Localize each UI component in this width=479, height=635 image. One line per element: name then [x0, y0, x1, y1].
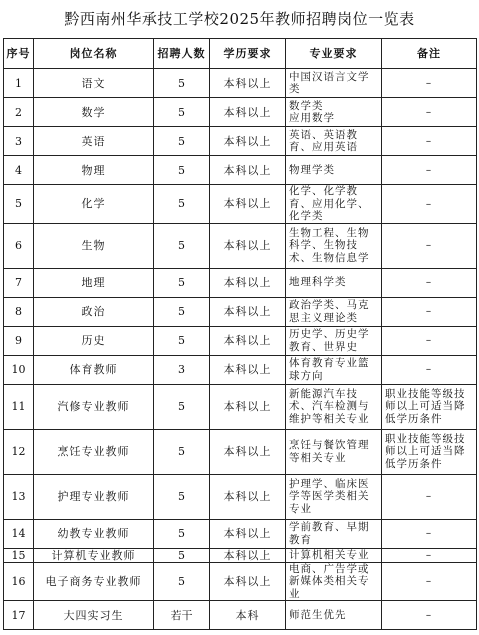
cell-position: 护理专业教师: [34, 474, 154, 519]
cell-major: 英语、英语教育、应用英语: [286, 127, 382, 156]
header-note: 备注: [382, 39, 477, 69]
cell-count: 5: [154, 326, 210, 355]
cell-count: 5: [154, 474, 210, 519]
table-row: [4, 127, 477, 156]
table-row: [4, 429, 477, 474]
cell-education: 本科以上: [210, 548, 286, 562]
cell-count: 5: [154, 268, 210, 297]
cell-count: 5: [154, 185, 210, 224]
cell-major: 师范生优先: [286, 601, 382, 630]
table-row: [4, 474, 477, 519]
header-no: 序号: [4, 39, 34, 69]
cell-count: 5: [154, 548, 210, 562]
table-row: [4, 69, 477, 98]
cell-no: 12: [4, 429, 34, 474]
page-title: 黔西南州华承技工学校2025年教师招聘岗位一览表: [64, 10, 415, 28]
header-count: 招聘人数: [154, 39, 210, 69]
cell-major: 数学类 应用数学: [286, 98, 382, 127]
cell-major: 政治学类、马克思主义理论类: [286, 297, 382, 326]
cell-position: 英语: [34, 127, 154, 156]
cell-major: 学前教育、早期教育: [286, 519, 382, 548]
cell-note: –: [382, 297, 477, 326]
cell-count: 5: [154, 384, 210, 429]
cell-note: 职业技能等级技师以上可适当降低学历条件: [382, 429, 477, 474]
cell-note: –: [382, 474, 477, 519]
cell-note: –: [382, 601, 477, 630]
table-row: [4, 98, 477, 127]
cell-major: 新能源汽车技术、汽车检测与维护等相关专业: [286, 384, 382, 429]
cell-position: 生物: [34, 223, 154, 268]
cell-note: –: [382, 98, 477, 127]
cell-position: 体育教师: [34, 355, 154, 384]
cell-count: 5: [154, 223, 210, 268]
cell-education: 本科以上: [210, 98, 286, 127]
cell-major: 计算机相关专业: [286, 548, 382, 562]
cell-major: 历史学、历史学教育、世界史: [286, 326, 382, 355]
cell-note: –: [382, 268, 477, 297]
header-row: [4, 39, 477, 69]
cell-note: –: [382, 156, 477, 185]
cell-position: 历史: [34, 326, 154, 355]
cell-no: 16: [4, 562, 34, 601]
cell-note: –: [382, 127, 477, 156]
cell-no: 17: [4, 601, 34, 630]
cell-position: 地理: [34, 268, 154, 297]
table-row: [4, 355, 477, 384]
cell-position: 化学: [34, 185, 154, 224]
cell-education: 本科以上: [210, 69, 286, 98]
cell-no: 3: [4, 127, 34, 156]
cell-education: 本科以上: [210, 297, 286, 326]
recruitment-table: [3, 38, 477, 630]
cell-position: 计算机专业教师: [34, 548, 154, 562]
cell-major: 化学、化学教育、应用化学、化学类: [286, 185, 382, 224]
cell-note: –: [382, 562, 477, 601]
cell-no: 7: [4, 268, 34, 297]
cell-no: 6: [4, 223, 34, 268]
table-row: [4, 384, 477, 429]
cell-note: –: [382, 548, 477, 562]
cell-education: 本科以上: [210, 384, 286, 429]
table-row: [4, 326, 477, 355]
cell-note: –: [382, 326, 477, 355]
cell-count: 5: [154, 297, 210, 326]
header-education: 学历要求: [210, 39, 286, 69]
cell-no: 11: [4, 384, 34, 429]
cell-education: 本科以上: [210, 268, 286, 297]
cell-position: 汽修专业教师: [34, 384, 154, 429]
header-position: 岗位名称: [34, 39, 154, 69]
cell-major: 电商、广告学或新媒体类相关专业: [286, 562, 382, 601]
cell-note: –: [382, 69, 477, 98]
cell-no: 8: [4, 297, 34, 326]
cell-education: 本科以上: [210, 474, 286, 519]
cell-education: 本科以上: [210, 127, 286, 156]
table-row: [4, 548, 477, 562]
cell-education: 本科: [210, 601, 286, 630]
table-row: [4, 268, 477, 297]
cell-note: –: [382, 355, 477, 384]
table-row: [4, 223, 477, 268]
cell-no: 15: [4, 548, 34, 562]
cell-no: 14: [4, 519, 34, 548]
cell-major: 物理学类: [286, 156, 382, 185]
cell-count: 5: [154, 519, 210, 548]
cell-no: 2: [4, 98, 34, 127]
cell-position: 电子商务专业教师: [34, 562, 154, 601]
cell-education: 本科以上: [210, 355, 286, 384]
table-row: [4, 185, 477, 224]
cell-count: 若干: [154, 601, 210, 630]
cell-count: 5: [154, 98, 210, 127]
header-major: 专业要求: [286, 39, 382, 69]
cell-position: 数学: [34, 98, 154, 127]
cell-no: 4: [4, 156, 34, 185]
cell-position: 大四实习生: [34, 601, 154, 630]
cell-position: 幼教专业教师: [34, 519, 154, 548]
cell-education: 本科以上: [210, 185, 286, 224]
cell-education: 本科以上: [210, 223, 286, 268]
cell-no: 13: [4, 474, 34, 519]
cell-major: 生物工程、生物科学、生物技术、生物信息学: [286, 223, 382, 268]
cell-major: 烹饪与餐饮管理等相关专业: [286, 429, 382, 474]
cell-note: –: [382, 185, 477, 224]
table-row: [4, 297, 477, 326]
cell-education: 本科以上: [210, 326, 286, 355]
cell-position: 语文: [34, 69, 154, 98]
cell-major: 中国汉语言文学类: [286, 69, 382, 98]
cell-education: 本科以上: [210, 519, 286, 548]
cell-no: 5: [4, 185, 34, 224]
table-row: [4, 601, 477, 630]
cell-note: –: [382, 519, 477, 548]
cell-count: 5: [154, 127, 210, 156]
table-row: [4, 156, 477, 185]
cell-count: 5: [154, 562, 210, 601]
cell-note: –: [382, 223, 477, 268]
cell-education: 本科以上: [210, 562, 286, 601]
cell-no: 1: [4, 69, 34, 98]
table-row: [4, 562, 477, 601]
cell-major: 体育教育专业篮球方向: [286, 355, 382, 384]
cell-count: 5: [154, 429, 210, 474]
cell-position: 物理: [34, 156, 154, 185]
cell-position: 政治: [34, 297, 154, 326]
cell-no: 10: [4, 355, 34, 384]
cell-position: 烹饪专业教师: [34, 429, 154, 474]
cell-note: 职业技能等级技师以上可适当降低学历条件: [382, 384, 477, 429]
table-row: [4, 519, 477, 548]
cell-education: 本科以上: [210, 156, 286, 185]
cell-education: 本科以上: [210, 429, 286, 474]
cell-count: 5: [154, 156, 210, 185]
cell-count: 5: [154, 69, 210, 98]
cell-no: 9: [4, 326, 34, 355]
cell-major: 护理学、临床医学等医学类相关专业: [286, 474, 382, 519]
cell-major: 地理科学类: [286, 268, 382, 297]
cell-count: 3: [154, 355, 210, 384]
